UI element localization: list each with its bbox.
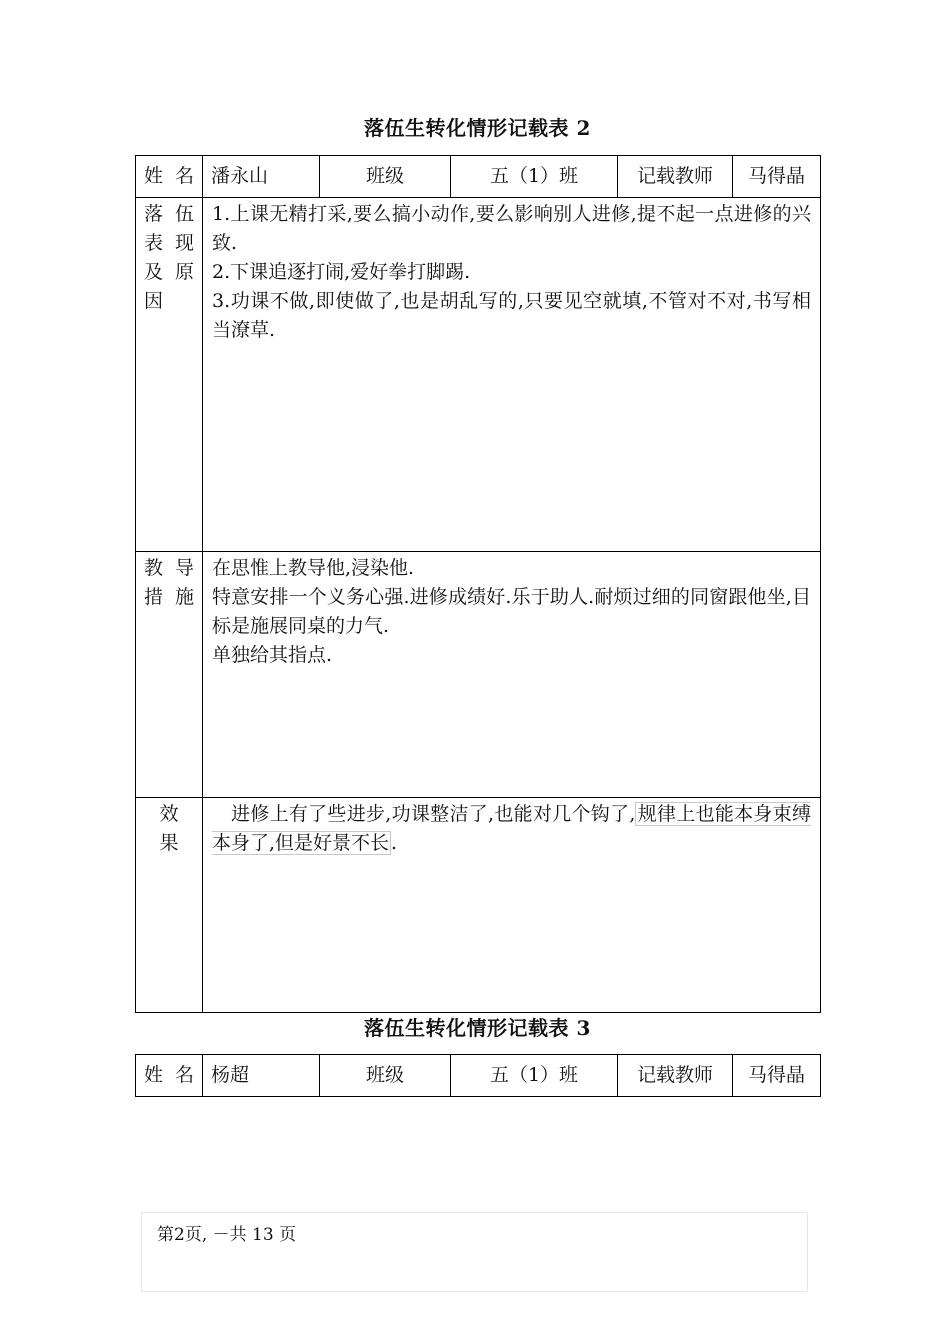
page-number: 第2页, －共 13 页 bbox=[157, 1225, 297, 1245]
class-label-cell-2 bbox=[320, 1055, 451, 1097]
teacher-label-cell-2 bbox=[618, 1055, 733, 1097]
class-label-cell bbox=[320, 156, 451, 198]
name-value-2: 杨超 bbox=[211, 1064, 250, 1086]
class-value-cell bbox=[451, 156, 618, 198]
teacher-value-cell-2 bbox=[733, 1055, 821, 1097]
effect-text bbox=[212, 800, 811, 858]
name-value: 潘永山 bbox=[211, 165, 269, 187]
header-row bbox=[136, 156, 821, 198]
reason-line-1: 1.上课无精打采,要么搞小动作,要么影响别人进修,提不起一点进修的兴致. bbox=[212, 203, 811, 254]
reason-content bbox=[203, 198, 821, 552]
measures-line-1: 在思惟上教导他,浸染他. bbox=[212, 557, 415, 579]
name-value-cell-2 bbox=[203, 1055, 320, 1097]
effect-row bbox=[136, 798, 821, 1013]
effect-text-end: . bbox=[391, 832, 398, 854]
reason-row bbox=[136, 198, 821, 552]
teacher-label-cell bbox=[618, 156, 733, 198]
measures-line-3: 单独给其指点. bbox=[212, 644, 333, 666]
record-title: 落伍生转化情形记载表 2 bbox=[364, 116, 591, 140]
header-row-2 bbox=[136, 1055, 821, 1097]
name-value-cell bbox=[203, 156, 320, 198]
teacher-value: 马得晶 bbox=[747, 165, 805, 187]
measures-content bbox=[203, 552, 821, 798]
name-label: 姓名 bbox=[144, 165, 194, 187]
record-title-2: 落伍生转化情形记载表 3 bbox=[364, 1016, 591, 1040]
record-table-2 bbox=[135, 1054, 821, 1097]
class-value-2: 五（1）班 bbox=[489, 1064, 579, 1086]
effect-label-cell bbox=[136, 798, 203, 1013]
reason-line-3: 3.功课不做,即使做了,也是胡乱写的,只要见空就填,不管对不对,书写相当潦草. bbox=[212, 290, 811, 341]
teacher-label: 记载教师 bbox=[636, 165, 713, 187]
teacher-label-2: 记载教师 bbox=[636, 1064, 713, 1086]
record-table bbox=[135, 155, 821, 1013]
reason-label-cell bbox=[136, 198, 203, 552]
class-value-cell-2 bbox=[451, 1055, 618, 1097]
reason-label: 落伍表现及原因 bbox=[144, 203, 194, 312]
teacher-value-cell bbox=[733, 156, 821, 198]
measures-label: 教导措施 bbox=[144, 557, 194, 608]
class-label: 班级 bbox=[365, 165, 404, 187]
teacher-value-2: 马得晶 bbox=[747, 1064, 805, 1086]
effect-text-boxed: 规律上也能本身束缚本身了,但是好景不长 bbox=[212, 803, 811, 854]
effect-content bbox=[203, 798, 821, 1013]
name-label-cell-2 bbox=[136, 1055, 203, 1097]
name-label-cell bbox=[136, 156, 203, 198]
reason-line-2: 2.下课追逐打闹,爱好拳打脚踢. bbox=[212, 261, 471, 283]
class-value: 五（1）班 bbox=[489, 165, 579, 187]
effect-text-plain: 进修上有了些进步,功课整洁了,也能对几个钩了, bbox=[231, 803, 636, 825]
name-label-2: 姓名 bbox=[144, 1064, 194, 1086]
measures-label-cell bbox=[136, 552, 203, 798]
measures-line-2: 特意安排一个义务心强.进修成绩好.乐于助人.耐烦过细的同窗跟他坐,目标是施展同桌的力气. bbox=[212, 586, 811, 637]
effect-label: 效果 bbox=[159, 803, 179, 854]
class-label-2: 班级 bbox=[365, 1064, 404, 1086]
measures-row bbox=[136, 552, 821, 798]
